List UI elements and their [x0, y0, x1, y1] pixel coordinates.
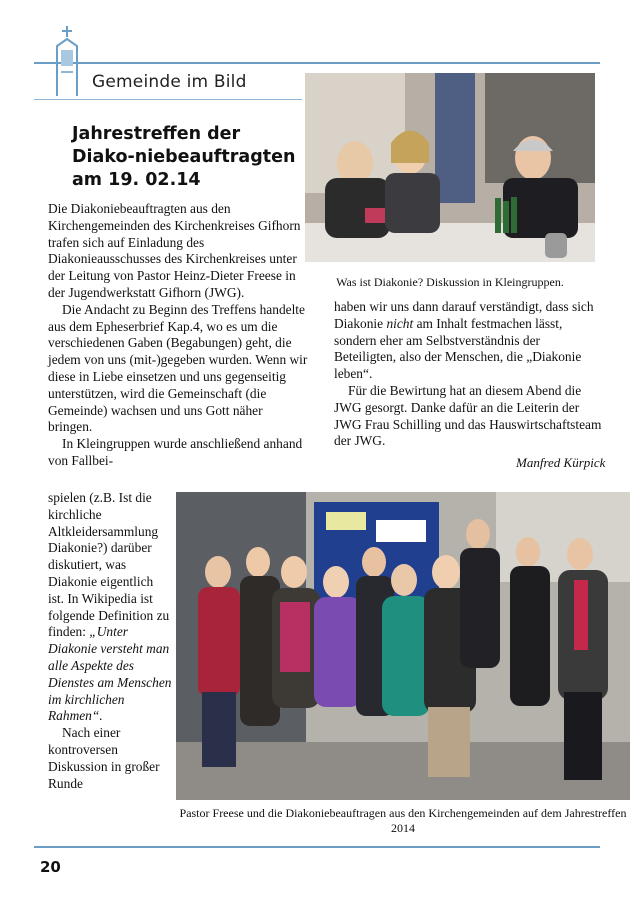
paragraph-3-narrow [48, 490, 172, 725]
photo-group-portrait [176, 492, 630, 800]
article-title-text: Jahrestreffen der Diako-niebeauftragten am 19. 02.14 [72, 124, 296, 190]
wikipedia-quote: „Unter Diakonie versteht man alle Aspekte des Dienstes am Menschen im kirchlichen Rahmen“. [48, 624, 172, 724]
paragraph-4-text-b: am Inhalt festmachen lässt, sondern eher am Selbstverständnis der Beteiligten, also der Menschen, die „Diakonie leben“. [334, 315, 582, 382]
article-column-right [334, 299, 602, 450]
page-number: 20 [40, 858, 61, 876]
photo-caption-top: Was ist Diakonie? Diskussion in Kleingruppen. [336, 275, 564, 289]
article-column-narrow [48, 490, 172, 792]
photo-discussion-group [305, 73, 595, 262]
header-rule [34, 62, 600, 64]
paragraph-4-narrow: Nach einer kontroversen Diskussion in großer Runde [48, 725, 160, 791]
paragraph-4-text-a: haben wir uns dann darauf verständigt, dass sich Diakonie [334, 299, 594, 331]
photo-caption-bottom: Pastor Freese und die Diakoniebeauftragen aus den Kirchengemeinden auf dem Jahrestreffen 2014 [179, 806, 627, 835]
paragraph-1: Die Diakoniebeauftragten aus den Kirchengemeinden des Kirchenkreises Gifhorn trafen sich auf Einladung des Diakonieausschusses des Kirchenkreises unter der Leitung von Pastor Heinz-Dieter Freese in der Jugendwerkstatt Gifhorn (JWG). [48, 201, 301, 300]
paragraph-2: Die Andacht zu Beginn des Treffens handelte aus dem Epheserbrief Kap.4, wo es um die verschiedenen Gaben (Begabungen) geht, die jedem von uns (mit-)gegeben wurden. Wenn wir diese in Liebe einsetzen und uns gegenseitig unterstützen, wird die Gemeinschaft (die Gemeinde) wachsen und uns Gott näher bringen. [48, 301, 308, 435]
paragraph-5: Für die Bewirtung hat an diesem Abend die JWG gesorgt. Danke dafür an die Leiterin der JWG Frau Schilling und das Hauswirtschaftsteam der JWG. [334, 382, 602, 449]
article-title [72, 123, 302, 192]
paragraph-3-start: In Kleingruppen wurde anschließend anhand von Fallbei- [48, 436, 303, 468]
paragraph-3-text: spielen (z.B. Ist die kirchliche Altkleidersammlung Diakonie?) darüber diskutiert, was Diakonie eigentlich ist. In Wikipedia ist folgende Definition zu finden: [48, 490, 170, 640]
article-column-left [48, 201, 310, 470]
church-logo-icon [53, 26, 81, 101]
footer-rule [34, 846, 600, 848]
paragraph-4-emphasis: nicht [386, 315, 414, 331]
author-signature: Manfred Kürpick [516, 455, 606, 470]
section-label: Gemeinde im Bild [92, 72, 247, 92]
paragraph-4-continued [334, 299, 602, 383]
